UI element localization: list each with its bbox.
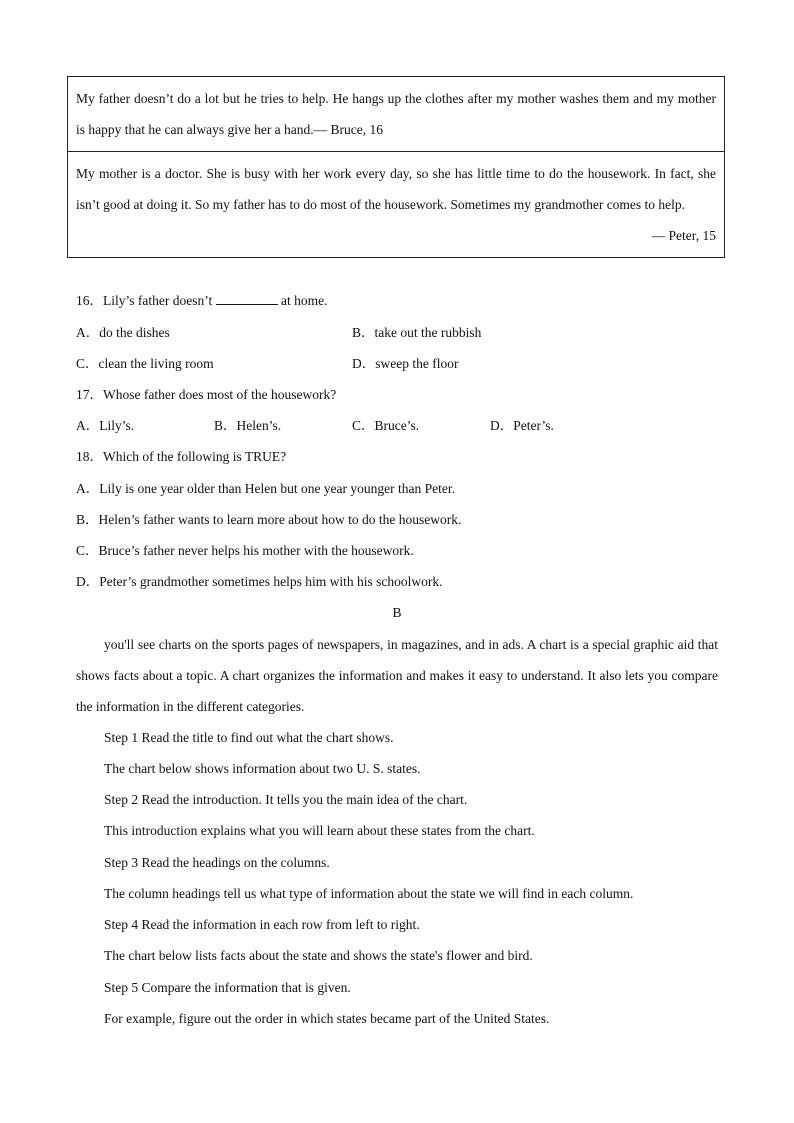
- question-16-option-b[interactable]: B．take out the rubbish: [352, 325, 482, 340]
- question-18-option-d[interactable]: D．Peter’s grandmother sometimes helps him with his schoolwork.: [76, 574, 443, 589]
- section-b-heading: B: [392, 605, 402, 620]
- bruce-passage: My father doesn’t do a lot but he tries to help. He hangs up the clothes after my mother washes them and my mother is happy that he can always give her a hand.— Bruce, 16: [76, 91, 716, 137]
- question-18-option-a[interactable]: A．Lily is one year older than Helen but one year younger than Peter.: [76, 481, 456, 496]
- question-17-option-c[interactable]: C．Bruce’s.: [352, 418, 420, 433]
- step-1-detail: The chart below shows information about two U. S. states.: [104, 761, 421, 776]
- step-2-title: Step 2 Read the introduction. It tells you the main idea of the chart.: [104, 792, 468, 807]
- peter-signature: — Peter, 15: [651, 228, 716, 243]
- question-18-option-b[interactable]: B．Helen’s father wants to learn more about how to do the housework.: [76, 512, 462, 527]
- question-16-option-a[interactable]: A．do the dishes: [76, 325, 170, 340]
- step-2-detail: This introduction explains what you will learn about these states from the chart.: [104, 823, 535, 838]
- section-b-intro: [76, 629, 718, 722]
- step-5-title: Step 5 Compare the information that is given.: [104, 980, 351, 995]
- step-3-detail: The column headings tell us what type of information about the state we will find in each column.: [104, 886, 634, 901]
- question-16-stem-end: at home.: [280, 293, 328, 308]
- section-b-intro-text: you'll see charts on the sports pages of newspapers, in magazines, and in ads. A chart is a special graphic aid that shows facts about a topic. A chart organizes the information and makes it easy to understand. It also lets you compare the information in the different categories.: [76, 637, 718, 714]
- question-16-stem-start: 16．Lily’s father doesn’t: [76, 293, 213, 308]
- question-17-option-b[interactable]: B．Helen’s.: [214, 418, 282, 433]
- step-1-title: Step 1 Read the title to find out what the chart shows.: [104, 730, 394, 745]
- question-17-stem: 17．Whose father does most of the housework?: [76, 387, 337, 402]
- passage-box: [67, 76, 725, 258]
- peter-passage-text: My mother is a doctor. She is busy with her work every day, so she has little time to do the housework. In fact, she isn’t good at doing it. So my father has to do most of the housework. Sometimes my grandmother comes to help.: [76, 166, 716, 212]
- step-4-title: Step 4 Read the information in each row from left to right.: [104, 917, 420, 932]
- question-16-option-d[interactable]: D．sweep the floor: [352, 356, 459, 371]
- question-17-option-a[interactable]: A．Lily’s.: [76, 418, 135, 433]
- step-3-title: Step 3 Read the headings on the columns.: [104, 855, 330, 870]
- question-16-option-c[interactable]: C．clean the living room: [76, 356, 214, 371]
- peter-passage: [68, 151, 724, 257]
- question-17-option-d[interactable]: D．Peter’s.: [490, 418, 554, 433]
- question-18-option-c[interactable]: C．Bruce’s father never helps his mother with the housework.: [76, 543, 414, 558]
- answer-blank: [216, 292, 278, 305]
- question-16-stem: [76, 291, 327, 311]
- question-18-stem: 18．Which of the following is TRUE?: [76, 449, 287, 464]
- step-4-detail: The chart below lists facts about the state and shows the state's flower and bird.: [104, 948, 533, 963]
- step-5-detail: For example, figure out the order in which states became part of the United States.: [104, 1011, 550, 1026]
